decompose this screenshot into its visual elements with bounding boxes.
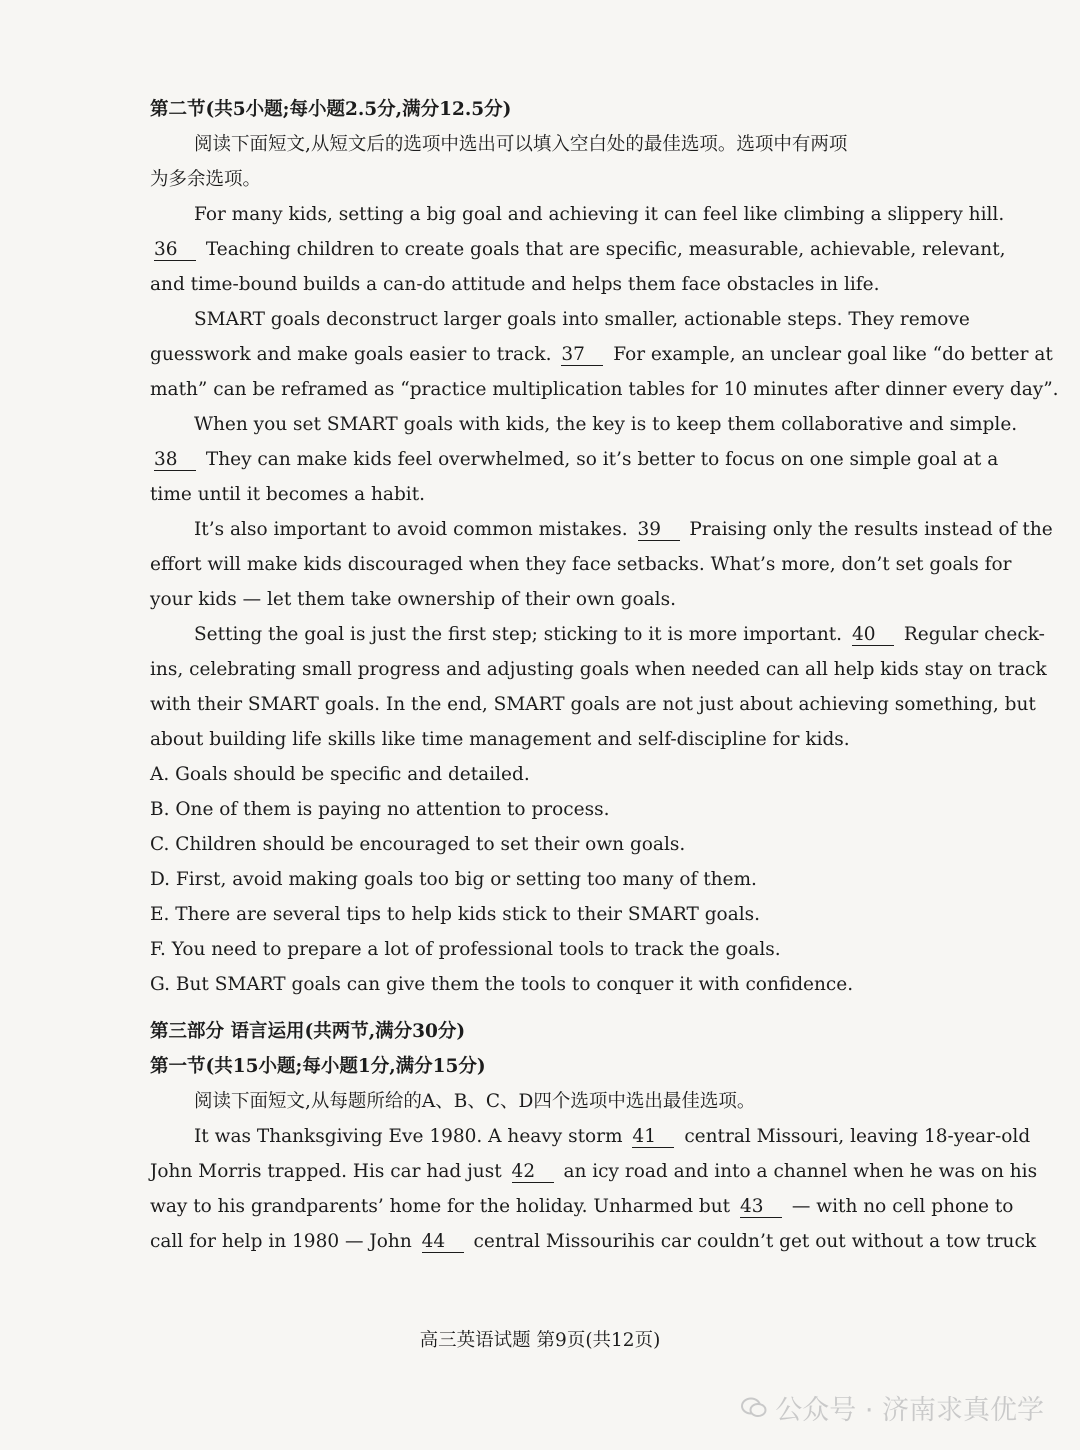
paragraph-line (150, 1189, 1014, 1224)
line-text: Praising only the results instead of the (689, 519, 1053, 540)
blank-42: 42 (512, 1162, 554, 1183)
part3-heading: 第三部分 语言运用(共两节,满分30分) (150, 1021, 466, 1042)
section-gap (150, 1002, 958, 1014)
line-text: Regular check- (903, 624, 1045, 645)
part3-instructions: 阅读下面短文,从每题所给的A、B、C、D四个选项中选出最佳选项。 (194, 1091, 756, 1112)
section2-heading: 第二节(共5小题;每小题2.5分,满分12.5分) (150, 99, 512, 120)
paragraph-line: about building life skills like time management and self-discipline for kids. (150, 729, 850, 750)
option-e: E. There are several tips to help kids stick to their SMART goals. (150, 904, 761, 925)
option-d: D. First, avoid making goals too big or setting too many of them. (150, 869, 757, 890)
passage-paragraph-2 (150, 302, 1059, 407)
paragraph-line: ins, celebrating small progress and adjusting goals when needed can all help kids stay on track (150, 659, 1047, 680)
paragraph-line: For many kids, setting a big goal and achieving it can feel like climbing a slippery hill. (194, 204, 1005, 225)
section2-instructions-line1: 阅读下面短文,从短文后的选项中选出可以填入空白处的最佳选项。选项中有两项 (194, 134, 848, 155)
paragraph-line: effort will make kids discouraged when they face setbacks. What’s more, don’t set goals for (150, 554, 1012, 575)
option-g: G. But SMART goals can give them the tools to conquer it with confidence. (150, 974, 854, 995)
paragraph-line (150, 512, 1053, 547)
line-text: For example, an unclear goal like “do better at (613, 344, 1053, 365)
line-text: guesswork and make goals easier to track. (150, 344, 552, 365)
paragraph-line: with their SMART goals. In the end, SMART goals are not just about achieving something, but (150, 694, 1036, 715)
option-b: B. One of them is paying no attention to process. (150, 799, 610, 820)
option-c: C. Children should be encouraged to set their own goals. (150, 834, 686, 855)
paragraph-line: SMART goals deconstruct larger goals into smaller, actionable steps. They remove (194, 309, 970, 330)
paragraph-line (150, 232, 1006, 267)
line-text: call for help in 1980 — John (150, 1231, 412, 1252)
blank-36: 36 (154, 240, 196, 261)
line-text: central Missouri, leaving 18-year-old (684, 1126, 1031, 1147)
paragraph-line: math” can be reframed as “practice multiplication tables for 10 minutes after dinner every day”. (150, 379, 1059, 400)
paragraph-line (150, 337, 1053, 372)
passage-paragraph-4 (150, 512, 1053, 617)
line-text: central Missourihis car couldn’t get out without a tow truck (473, 1231, 1037, 1252)
page-footer: 高三英语试题 第9页(共12页) (419, 1330, 661, 1351)
paragraph-line (150, 1154, 1038, 1189)
paragraph-line (150, 617, 1045, 652)
blank-43: 43 (740, 1197, 782, 1218)
line-text: an icy road and into a channel when he was on his (563, 1161, 1038, 1182)
passage-paragraph-3 (150, 407, 1018, 512)
section2-instructions-line2: 为多余选项。 (150, 169, 262, 190)
paragraph-line: When you set SMART goals with kids, the key is to keep them collaborative and simple. (194, 414, 1018, 435)
cloze-paragraph-1 (150, 1119, 1038, 1259)
paragraph-line (150, 1224, 1037, 1259)
part3-section1-heading: 第一节(共15小题;每小题1分,满分15分) (150, 1056, 486, 1077)
watermark (741, 1388, 1044, 1427)
blank-39: 39 (638, 520, 680, 541)
blank-44: 44 (422, 1232, 464, 1253)
wechat-icon (741, 1397, 767, 1419)
blank-38: 38 (154, 450, 196, 471)
paragraph-line: time until it becomes a habit. (150, 484, 426, 505)
line-text: — with no cell phone to (791, 1196, 1014, 1217)
option-a: A. Goals should be specific and detailed. (150, 764, 530, 785)
paragraph-line (150, 442, 999, 477)
passage-paragraph-1 (150, 197, 1006, 302)
line-text: Setting the goal is just the first step; sticking to it is more important. (194, 624, 843, 645)
line-text: It’s also important to avoid common mistakes. (194, 519, 628, 540)
blank-37: 37 (561, 345, 603, 366)
answer-options (150, 757, 958, 1002)
blank-41: 41 (632, 1127, 674, 1148)
exam-page (150, 92, 1059, 1259)
line-text: John Morris trapped. His car had just (150, 1161, 502, 1182)
line-text: They can make kids feel overwhelmed, so it’s better to focus on one simple goal at a (205, 449, 999, 470)
watermark-text: 公众号 · 济南求真优学 (775, 1395, 1044, 1426)
option-f: F. You need to prepare a lot of professional tools to track the goals. (150, 939, 781, 960)
paragraph-line (150, 1119, 1031, 1154)
paragraph-line: and time-bound builds a can-do attitude and helps them face obstacles in life. (150, 274, 880, 295)
line-text: It was Thanksgiving Eve 1980. A heavy storm (194, 1126, 623, 1147)
paragraph-line: your kids — let them take ownership of their own goals. (150, 589, 676, 610)
blank-40: 40 (852, 625, 894, 646)
passage-paragraph-5 (150, 617, 1047, 757)
line-text: way to his grandparents’ home for the holiday. Unharmed but (150, 1196, 731, 1217)
line-text: Teaching children to create goals that are specific, measurable, achievable, relevant, (205, 239, 1006, 260)
